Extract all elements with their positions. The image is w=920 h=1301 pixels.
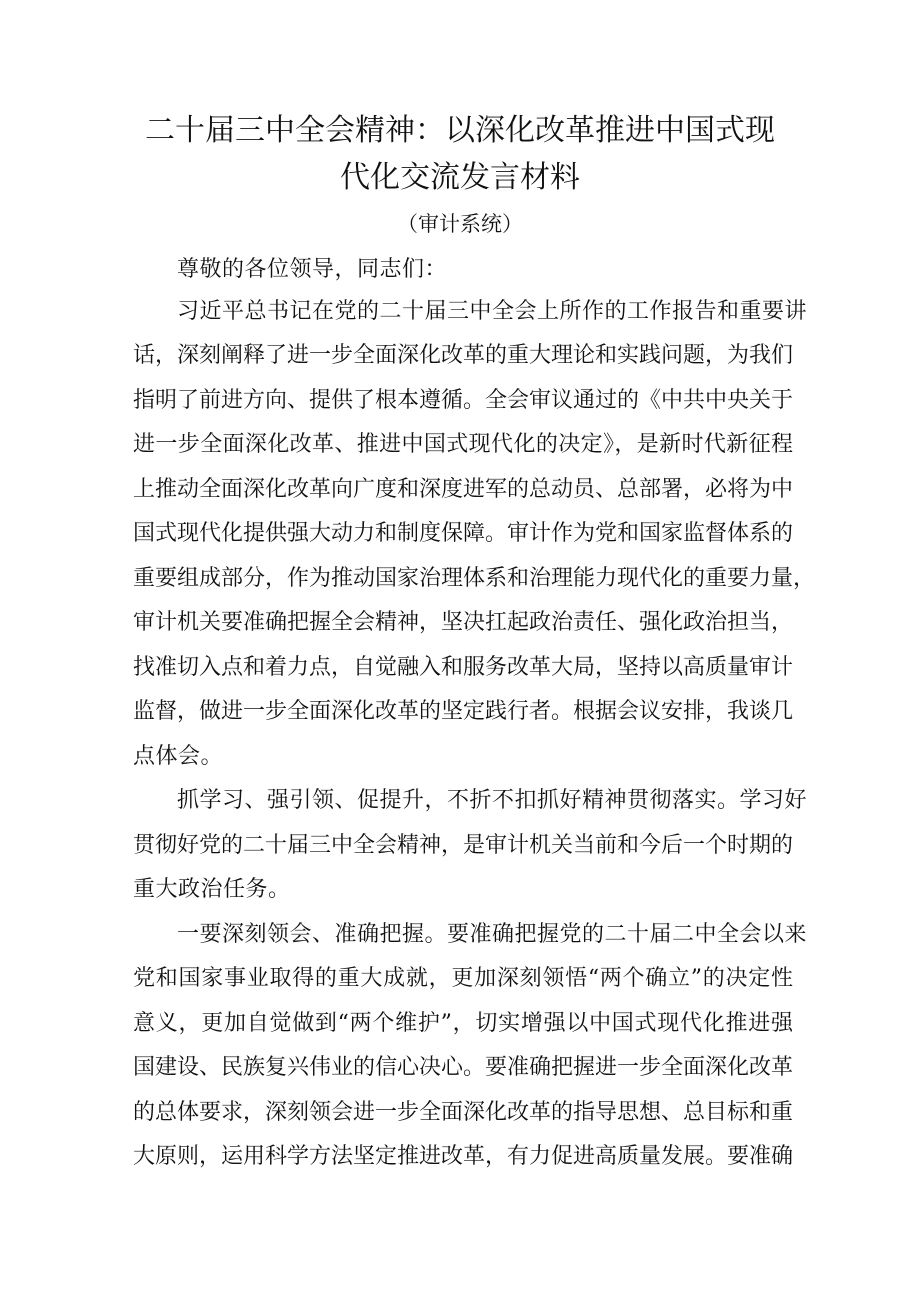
paragraph-line: 点体会。 — [133, 744, 224, 769]
document-title-line-1: 二十届三中全会精神：以深化改革推进中国式现 — [145, 113, 775, 148]
paragraph-line: 重大政治任务。 — [133, 877, 291, 902]
paragraph-line: 习近平总书记在党的二十届三中全会上所作的工作报告和重要讲 — [177, 299, 808, 324]
paragraph-line: 监督，做进一步全面深化改革的坚定践行者。根据会议安排，我谈几 — [133, 699, 794, 724]
paragraph-line: 话，深刻阐释了进一步全面深化改革的重大理论和实践问题，为我们 — [133, 343, 794, 368]
paragraph-line: 大原则，运用科学方法坚定推进改革，有力促进高质量发展。要准确 — [133, 1144, 794, 1169]
paragraph-line: 意义，更加自觉做到“两个维护”，切实增强以中国式现代化推进强 — [133, 1011, 793, 1036]
document-subtitle: （审计系统） — [397, 212, 523, 236]
paragraph-line: 贯彻好党的二十届三中全会精神，是审计机关当前和今后一个时期的 — [133, 833, 794, 858]
paragraph-line: 一要深刻领会、准确把握。要准确把握党的二十届二中全会以来 — [177, 922, 808, 947]
paragraph-line: 国建设、民族复兴伟业的信心决心。要准确把握进一步全面深化改革 — [133, 1055, 794, 1080]
paragraph-line: 抓学习、强引领、促提升，不折不扣抓好精神贯彻落实。学习好 — [177, 788, 808, 813]
paragraph-line: 国式现代化提供强大动力和制度保障。审计作为党和国家监督体系的 — [133, 521, 794, 546]
paragraph-line: 进一步全面深化改革、推进中国式现代化的决定》，是新时代新征程 — [133, 432, 793, 457]
paragraph-line: 找准切入点和着力点，自觉融入和服务改革大局，坚持以高质量审计 — [133, 655, 794, 680]
paragraph-line: 重要组成部分，作为推动国家治理体系和治理能力现代化的重要力量， — [133, 566, 816, 591]
paragraph-line: 党和国家事业取得的重大成就，更加深刻领悟“两个确立”的决定性 — [133, 966, 793, 991]
paragraph-line: 指明了前进方向、提供了根本遵循。全会审议通过的《中共中央关于 — [133, 388, 794, 413]
salutation: 尊敬的各位领导，同志们： — [177, 257, 448, 282]
document-title-line-2: 代化交流发言材料 — [340, 160, 580, 195]
paragraph-line: 上推动全面深化改革向广度和深度进军的总动员、总部署，必将为中 — [133, 477, 794, 502]
paragraph-line: 审计机关要准确把握全会精神，坚决扛起政治责任、强化政治担当， — [133, 610, 794, 635]
paragraph-line: 的总体要求，深刻领会进一步全面深化改革的指导思想、总目标和重 — [133, 1100, 794, 1125]
